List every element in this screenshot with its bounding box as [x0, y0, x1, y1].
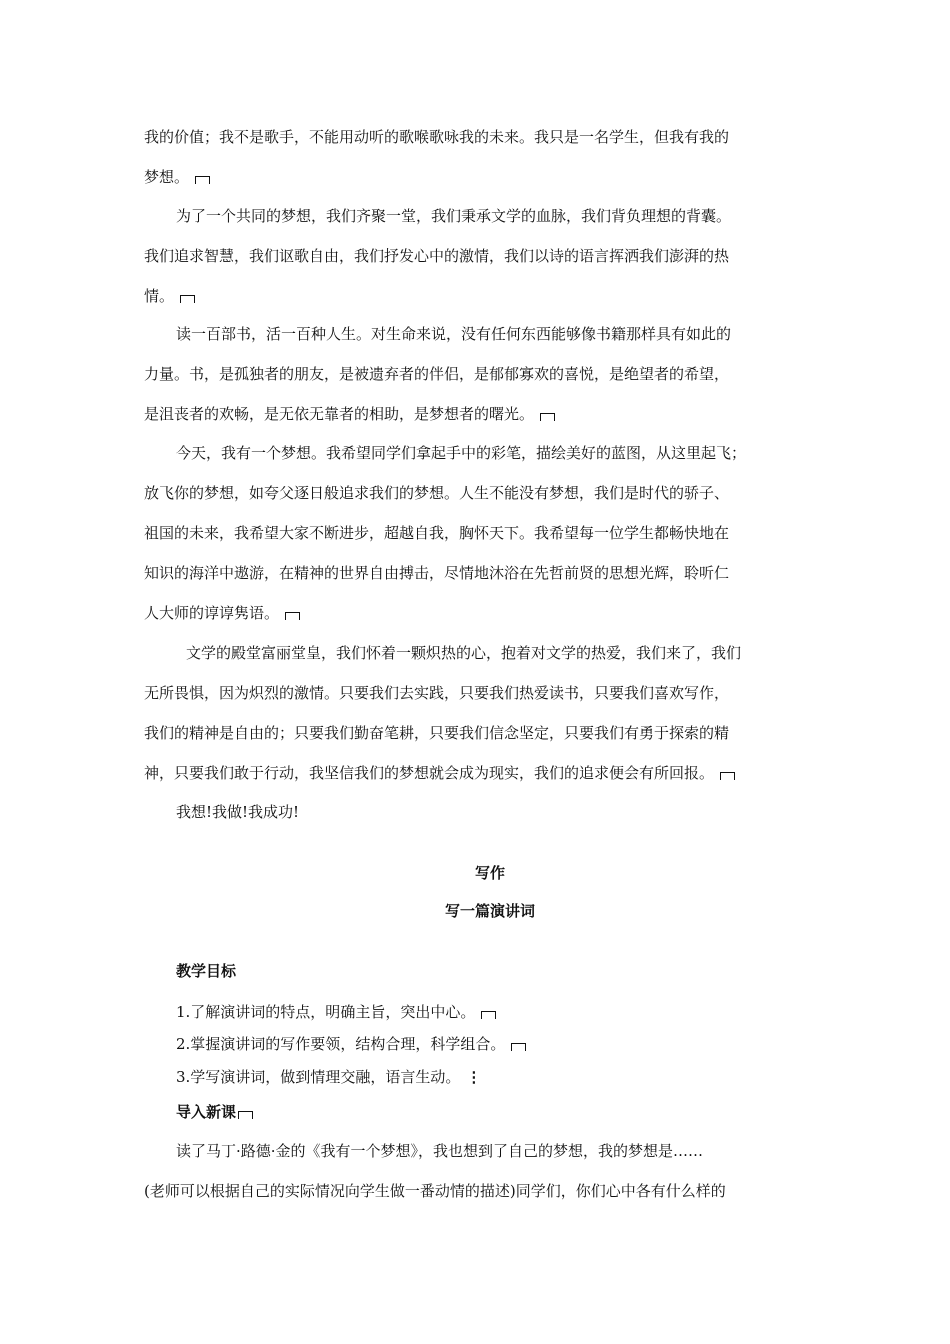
text-line: 无所畏惧，因为炽烈的激情。只要我们去实践，只要我们热爱读书，只要我们喜欢写作，: [144, 684, 730, 702]
text-line: 放飞你的梦想，如夸父逐日般追求我们的梦想。人生不能没有梦想，我们是时代的骄子、: [144, 484, 730, 502]
section-subtitle: 写一篇演讲词: [444, 902, 535, 920]
text-line: 文学的殿堂富丽堂皇，我们怀着一颗炽热的心，抱着对文学的热爱，我们来了，我们: [186, 644, 742, 662]
vertical-dots-icon: ⋮: [466, 1068, 482, 1086]
paragraph-mark-icon: [511, 1043, 526, 1051]
intro-paragraph: [144, 1131, 814, 1211]
text-line: 我们的精神是自由的；只要我们勤奋笔耕，只要我们信念坚定，只要我们有勇于探索的精: [144, 724, 730, 742]
text-line: 读了马丁·路德·金的《我有一个梦想》，我也想到了自己的梦想，我的梦想是……: [176, 1142, 704, 1160]
text-line-content: 神，只要我们敢于行动，我坚信我们的梦想就会成为现实，我们的追求便会有所回报。: [144, 764, 715, 782]
text-line: 今天，我有一个梦想。我希望同学们拿起手中的彩笔，描绘美好的蓝图，从这里起飞；: [176, 444, 747, 462]
section-title: 写作: [474, 864, 505, 882]
text-line: (老师可以根据自己的实际情况向学生做一番动情的描述)同学们，你们心中各有什么样的: [144, 1182, 726, 1200]
paragraph-mark-icon: [720, 772, 735, 780]
paragraph-5: [144, 633, 814, 793]
paragraph-1: [144, 117, 814, 197]
text-line: [144, 593, 814, 633]
goals-heading: 教学目标: [176, 962, 237, 980]
text-line: 我想!我做!我成功!: [176, 803, 300, 821]
text-line: 知识的海洋中遨游，在精神的世界自由搏击，尽情地沐浴在先哲前贤的思想光辉，聆听仁: [144, 564, 730, 582]
paragraph-mark-icon: [481, 1011, 496, 1019]
text-line: [144, 157, 814, 197]
paragraph-6: [144, 792, 814, 832]
text-line-content: 人大师的谆谆隽语。: [144, 604, 280, 622]
goal-text: 3.学写演讲词，做到情理交融，语言生动。: [176, 1068, 461, 1086]
paragraph-mark-icon: [285, 612, 300, 620]
text-line-content: 梦想。: [144, 168, 190, 186]
text-line: 我的价值；我不是歌手，不能用动听的歌喉歌咏我的未来。我只是一名学生，但我有我的: [144, 128, 730, 146]
goal-item: [176, 1033, 526, 1054]
paragraph-mark-icon: [180, 295, 195, 303]
paragraph-4: [144, 433, 814, 633]
text-line: [144, 394, 814, 434]
intro-heading-text: 导入新课: [176, 1103, 237, 1121]
text-line: [144, 753, 814, 793]
text-line: [144, 276, 814, 316]
text-line: 为了一个共同的梦想，我们齐聚一堂，我们秉承文学的血脉，我们背负理想的背囊。: [176, 207, 732, 225]
text-line: 力量。书，是孤独者的朋友，是被遗弃者的伴侣，是郁郁寡欢的喜悦，是绝望者的希望，: [144, 365, 730, 383]
intro-heading: [176, 1101, 253, 1122]
text-line-content: 情。: [144, 287, 175, 305]
goal-text: 2.掌握演讲词的写作要领，结构合理，科学组合。: [176, 1035, 506, 1053]
paragraph-mark-icon: [540, 413, 555, 421]
paragraph-2: [144, 196, 814, 316]
goal-item: [176, 1001, 496, 1022]
text-line: 祖国的未来，我希望大家不断进步，超越自我，胸怀天下。我希望每一位学生都畅快地在: [144, 524, 730, 542]
text-line-content: 是沮丧者的欢畅，是无依无靠者的相助，是梦想者的曙光。: [144, 405, 535, 423]
paragraph-mark-icon: [238, 1111, 253, 1119]
paragraph-3: [144, 314, 814, 434]
paragraph-mark-icon: [195, 176, 210, 184]
goal-item: [176, 1066, 481, 1087]
goal-text: 1.了解演讲词的特点，明确主旨，突出中心。: [176, 1003, 476, 1021]
text-line: 读一百部书，活一百种人生。对生命来说，没有任何东西能够像书籍那样具有如此的: [176, 325, 732, 343]
text-line: 我们追求智慧，我们讴歌自由，我们抒发心中的激情，我们以诗的语言挥洒我们澎湃的热: [144, 247, 730, 265]
